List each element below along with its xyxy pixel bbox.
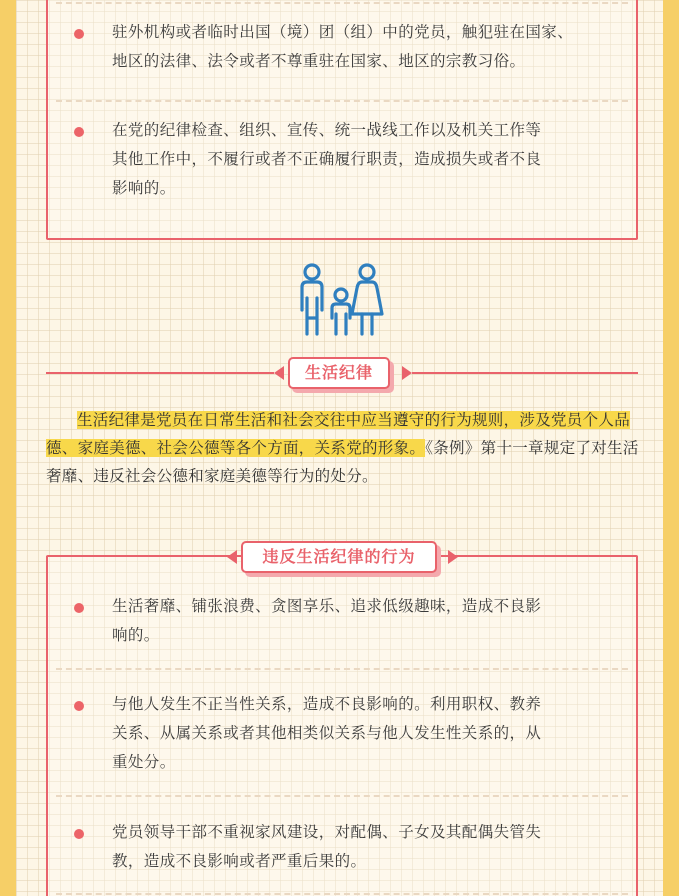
divider-line-right — [412, 372, 638, 374]
violations-panel-bottom — [46, 555, 638, 896]
family-icon — [296, 260, 386, 340]
arrow-right-icon — [448, 550, 458, 564]
dashed-separator — [56, 893, 628, 895]
bullet-dot — [74, 603, 84, 613]
list-item-text: 与他人发生不正当性关系，造成不良影响的。利用职权、教养 关系、从属关系或者其他相类似关系与他人发生性关系的，从 重处分。 — [112, 695, 542, 771]
list-item-text: 驻外机构或者临时出国（境）团（组）中的党员，触犯驻在国家、 地区的法律、法令或者不尊重驻在国家、地区的宗教习俗。 — [112, 23, 574, 70]
list-item-text: 在党的纪律检查、组织、宣传、统一战线工作以及机关工作等 其他工作中，不履行或者不正确履行职责，造成损失或者不良 影响的。 — [112, 121, 542, 197]
intro-paragraph — [46, 406, 646, 490]
dashed-separator — [56, 2, 628, 4]
bullet-dot — [74, 829, 84, 839]
dashed-separator — [56, 100, 628, 102]
intro-plain: 《条例》第十一章规定了对生活奢靡、违反社会公德和家庭美德等行为的处分。 — [46, 439, 639, 485]
section-tag: 生活纪律 — [288, 357, 390, 389]
content-sheet — [16, 0, 663, 896]
arrow-right-icon — [402, 366, 412, 380]
list-item-text: 党员领导干部不重视家风建设，对配偶、子女及其配偶失管失 教，造成不良影响或者严重后果的。 — [112, 823, 542, 870]
list-item-text: 生活奢靡、铺张浪费、贪图享乐、追求低级趣味，造成不良影 响的。 — [112, 597, 542, 644]
bullet-dot — [74, 29, 84, 39]
violations-panel-top — [46, 0, 638, 240]
divider-line-left — [46, 372, 274, 374]
bullet-dot — [74, 127, 84, 137]
intro-highlight: 生活纪律是党员在日常生活和社会交往中应当遵守的行为规则，涉及党员个人品德、家庭美德、社会公德等各个方面，关系党的形象。 — [46, 411, 631, 457]
bullet-dot — [74, 701, 84, 711]
arrow-left-icon — [227, 550, 237, 564]
dashed-separator — [56, 795, 628, 797]
behavior-tag: 违反生活纪律的行为 — [241, 541, 437, 573]
arrow-left-icon — [274, 366, 284, 380]
dashed-separator — [56, 668, 628, 670]
